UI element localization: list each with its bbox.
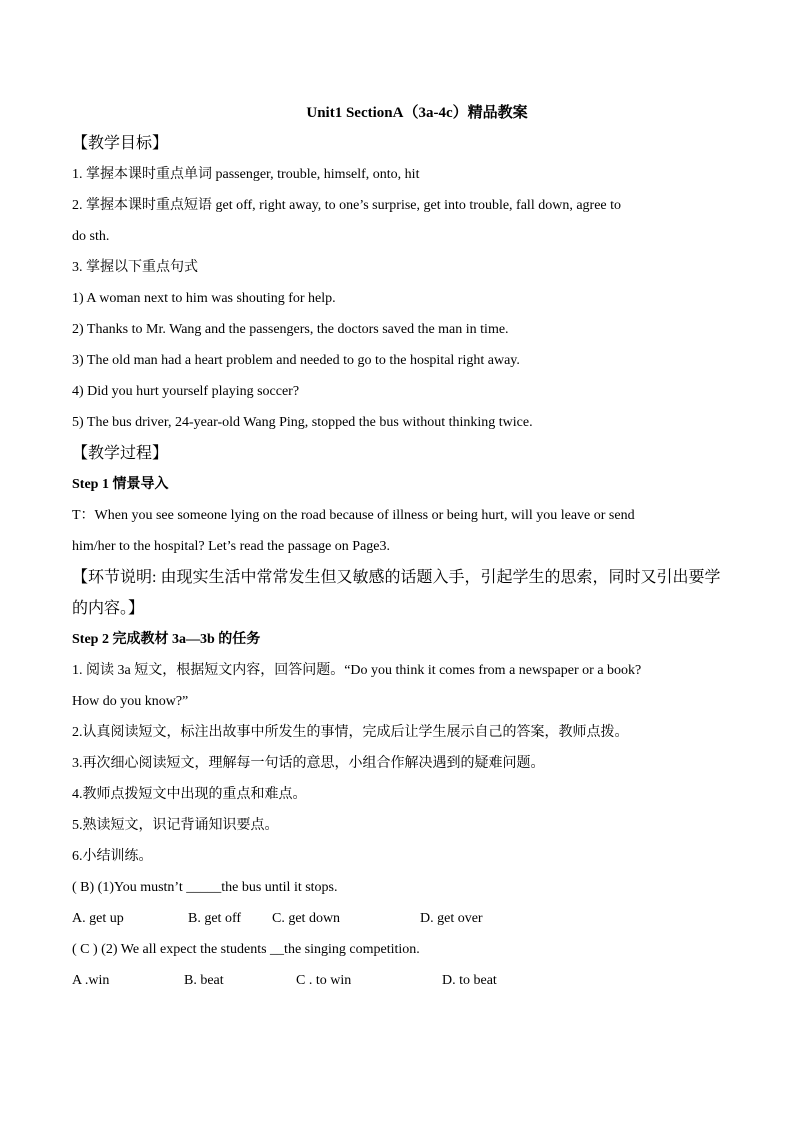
option-d: D. get over bbox=[420, 911, 483, 926]
lesson-plan-page bbox=[72, 98, 732, 996]
key-sentence: 2) Thanks to Mr. Wang and the passengers, the doctors saved the man in time. bbox=[72, 322, 509, 337]
process-heading: 【教学过程】 bbox=[72, 445, 169, 462]
step2-line: 6.小结训练。 bbox=[72, 849, 153, 864]
option-d: D. to beat bbox=[442, 973, 497, 988]
option-b: B. beat bbox=[184, 973, 224, 988]
exercise-options bbox=[72, 965, 732, 996]
step1-line: T：When you see someone lying on the road because of illness or being hurt, will you leave or send bbox=[72, 508, 635, 523]
option-c: C. get down bbox=[272, 911, 341, 926]
option-c: C . to win bbox=[296, 973, 352, 988]
key-sentence: 1) A woman next to him was shouting for help. bbox=[72, 291, 336, 306]
step1-line: him/her to the hospital? Let’s read the passage on Page3. bbox=[72, 539, 391, 554]
key-sentence: 3) The old man had a heart problem and needed to go to the hospital right away. bbox=[72, 353, 520, 368]
goals-heading: 【教学目标】 bbox=[72, 135, 169, 152]
step2-heading: Step 2 完成教材 3a—3b 的任务 bbox=[72, 632, 261, 647]
goal-line: 3. 掌握以下重点句式 bbox=[72, 260, 198, 275]
option-a: A .win bbox=[72, 973, 110, 988]
key-sentence: 4) Did you hurt yourself playing soccer? bbox=[72, 384, 300, 399]
step2-line: How do you know?” bbox=[72, 694, 189, 709]
step2-line: 2.认真阅读短文，标注出故事中所发生的事情，完成后让学生展示自己的答案，教师点拨。 bbox=[72, 725, 629, 740]
exercise-question: ( B) (1)You mustn’t _____the bus until it stops. bbox=[72, 880, 338, 895]
goal-line: 1. 掌握本课时重点单词 passenger, trouble, himself, onto, hit bbox=[72, 167, 420, 182]
step1-note: 的内容。】 bbox=[72, 600, 145, 617]
step2-line: 1. 阅读 3a 短文，根据短文内容，回答问题。“Do you think it comes from a newspaper or a book? bbox=[72, 663, 642, 678]
exercise-options bbox=[72, 903, 732, 934]
step1-heading: Step 1 情景导入 bbox=[72, 477, 169, 492]
step2-line: 3.再次细心阅读短文，理解每一句话的意思，小组合作解决遇到的疑难问题。 bbox=[72, 756, 545, 771]
exercise-question: ( C ) (2) We all expect the students __the singing competition. bbox=[72, 942, 420, 957]
goal-line: do sth. bbox=[72, 229, 110, 244]
option-b: B. get off bbox=[188, 911, 242, 926]
step1-note: 【环节说明: 由现实生活中常常发生但又敏感的话题入手，引起学生的思索，同时又引出要学 bbox=[72, 569, 721, 586]
goal-line: 2. 掌握本课时重点短语 get off, right away, to one’s surprise, get into trouble, fall down, agree to bbox=[72, 198, 622, 213]
option-a: A. get up bbox=[72, 911, 124, 926]
step2-line: 5.熟读短文，识记背诵知识要点。 bbox=[72, 818, 279, 833]
key-sentence: 5) The bus driver, 24-year-old Wang Ping, stopped the bus without thinking twice. bbox=[72, 415, 533, 430]
step2-line: 4.教师点拨短文中出现的重点和难点。 bbox=[72, 787, 307, 802]
page-title: Unit1 SectionA（3a-4c）精品教案 bbox=[306, 105, 528, 121]
